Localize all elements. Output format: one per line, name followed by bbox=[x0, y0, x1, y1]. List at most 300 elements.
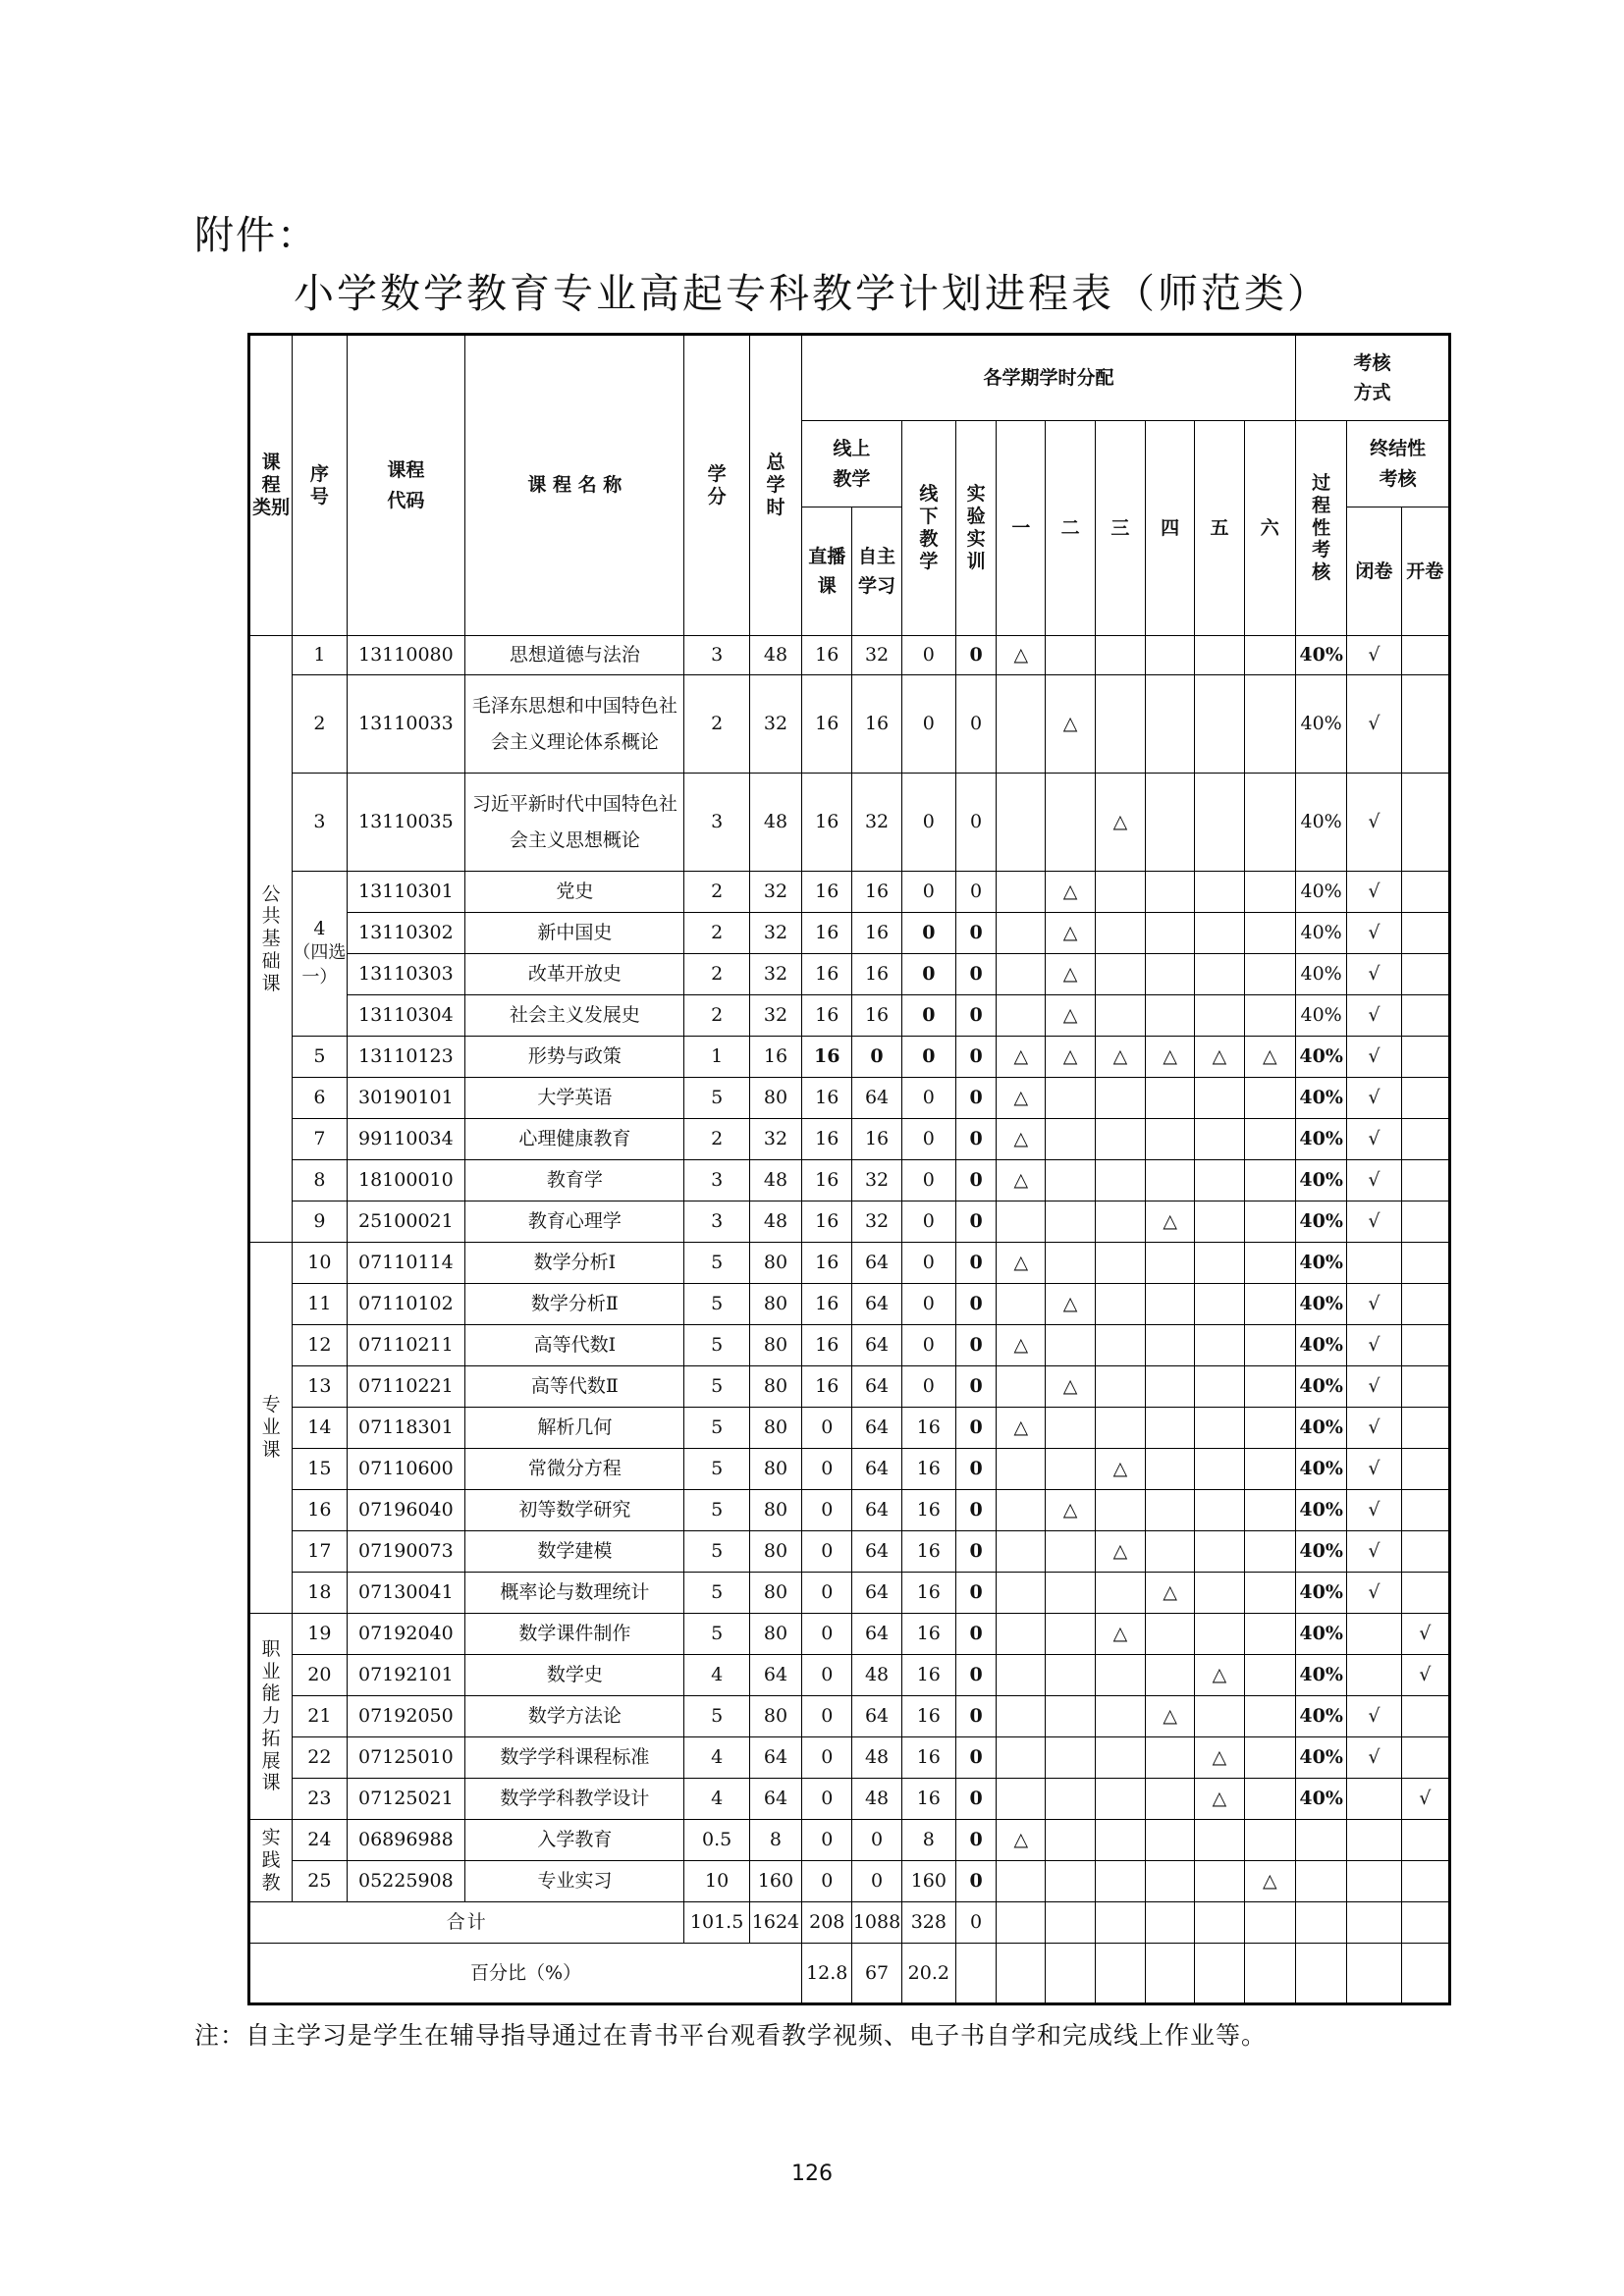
row-process: 40% bbox=[1295, 1078, 1346, 1119]
row-process: 40% bbox=[1295, 1119, 1346, 1160]
row-sem-5-mark bbox=[1195, 1614, 1244, 1655]
header-category: 课 程 类别 bbox=[249, 335, 293, 636]
row-sem-3-mark: △ bbox=[1095, 1037, 1145, 1078]
row-sem-3-mark: △ bbox=[1095, 774, 1145, 872]
percent-empty bbox=[1347, 1944, 1401, 2004]
row-sem-5-mark bbox=[1195, 1201, 1244, 1243]
row-sem-4-mark: △ bbox=[1146, 1201, 1195, 1243]
row-seq: 25 bbox=[293, 1861, 347, 1902]
row-name: 入学教育 bbox=[465, 1820, 684, 1861]
row-offline: 16 bbox=[901, 1449, 955, 1490]
row-code: 13110033 bbox=[347, 675, 465, 774]
table-row bbox=[249, 1037, 1450, 1078]
row-open bbox=[1401, 1696, 1449, 1737]
elective-seq-cell bbox=[293, 872, 347, 1037]
row-live: 16 bbox=[802, 774, 852, 872]
row-seq: 2 bbox=[293, 675, 347, 774]
row-open bbox=[1401, 1531, 1449, 1573]
row-open bbox=[1401, 1284, 1449, 1325]
row-sem-2-mark bbox=[1046, 1325, 1095, 1366]
row-code: 07110221 bbox=[347, 1366, 465, 1408]
row-credit: 2 bbox=[684, 995, 749, 1037]
row-process: 40% bbox=[1295, 1449, 1346, 1490]
row-sem-5-mark bbox=[1195, 1078, 1244, 1119]
row-sem-4-mark bbox=[1146, 1531, 1195, 1573]
row-self: 64 bbox=[852, 1696, 901, 1737]
row-self: 0 bbox=[852, 1037, 901, 1078]
row-seq: 14 bbox=[293, 1408, 347, 1449]
row-sem-2-mark bbox=[1046, 1573, 1095, 1614]
row-process: 40% bbox=[1295, 995, 1346, 1037]
row-live: 0 bbox=[802, 1490, 852, 1531]
row-sem-2-mark bbox=[1046, 636, 1095, 675]
row-sem-6-mark bbox=[1244, 1119, 1295, 1160]
row-offline: 0 bbox=[901, 1366, 955, 1408]
row-sem-4-mark bbox=[1146, 675, 1195, 774]
row-sem-3-mark bbox=[1095, 1366, 1145, 1408]
row-closed: √ bbox=[1347, 995, 1401, 1037]
row-sem-1-mark bbox=[997, 1531, 1046, 1573]
row-closed: √ bbox=[1347, 1325, 1401, 1366]
row-seq: 3 bbox=[293, 774, 347, 872]
row-lab: 0 bbox=[955, 995, 996, 1037]
total-empty bbox=[1095, 1902, 1145, 1944]
total-self: 1088 bbox=[852, 1902, 901, 1944]
row-offline: 0 bbox=[901, 995, 955, 1037]
row-sem-3-mark bbox=[1095, 1820, 1145, 1861]
row-name: 初等数学研究 bbox=[465, 1490, 684, 1531]
row-credit: 2 bbox=[684, 675, 749, 774]
total-empty bbox=[1347, 1902, 1401, 1944]
row-seq: 24 bbox=[293, 1820, 347, 1861]
row-code: 07130041 bbox=[347, 1573, 465, 1614]
table-row bbox=[249, 1449, 1450, 1490]
row-live: 0 bbox=[802, 1573, 852, 1614]
row-sem-3-mark bbox=[1095, 1325, 1145, 1366]
row-live: 0 bbox=[802, 1779, 852, 1820]
row-sem-3-mark bbox=[1095, 1284, 1145, 1325]
total-hours: 1624 bbox=[749, 1902, 801, 1944]
total-empty bbox=[1295, 1902, 1346, 1944]
row-sem-1-mark bbox=[997, 1449, 1046, 1490]
row-offline: 0 bbox=[901, 675, 955, 774]
row-sem-4-mark: △ bbox=[1146, 1696, 1195, 1737]
row-self: 64 bbox=[852, 1284, 901, 1325]
row-sem-1-mark bbox=[997, 1861, 1046, 1902]
row-hours: 80 bbox=[749, 1573, 801, 1614]
table-row bbox=[249, 1408, 1450, 1449]
row-credit: 5 bbox=[684, 1614, 749, 1655]
row-process: 40% bbox=[1295, 1779, 1346, 1820]
row-sem-5-mark bbox=[1195, 1408, 1244, 1449]
row-closed: √ bbox=[1347, 1160, 1401, 1201]
row-hours: 48 bbox=[749, 1160, 801, 1201]
row-hours: 32 bbox=[749, 675, 801, 774]
row-name: 数学学科教学设计 bbox=[465, 1779, 684, 1820]
row-sem-5-mark bbox=[1195, 1325, 1244, 1366]
row-open bbox=[1401, 1737, 1449, 1779]
row-sem-6-mark bbox=[1244, 774, 1295, 872]
row-hours: 32 bbox=[749, 1119, 801, 1160]
row-sem-6-mark bbox=[1244, 1366, 1295, 1408]
row-open bbox=[1401, 1408, 1449, 1449]
row-sem-5-mark bbox=[1195, 1119, 1244, 1160]
row-closed: √ bbox=[1347, 1573, 1401, 1614]
row-sem-2-mark: △ bbox=[1046, 1490, 1095, 1531]
row-self: 64 bbox=[852, 1325, 901, 1366]
row-credit: 5 bbox=[684, 1573, 749, 1614]
row-code: 25100021 bbox=[347, 1201, 465, 1243]
row-sem-6-mark bbox=[1244, 1078, 1295, 1119]
row-hours: 80 bbox=[749, 1531, 801, 1573]
row-self: 16 bbox=[852, 913, 901, 954]
row-closed: √ bbox=[1347, 1737, 1401, 1779]
row-seq: 21 bbox=[293, 1696, 347, 1737]
row-open bbox=[1401, 1119, 1449, 1160]
row-hours: 32 bbox=[749, 954, 801, 995]
row-process: 40% bbox=[1295, 1573, 1346, 1614]
row-closed: √ bbox=[1347, 1531, 1401, 1573]
row-closed: √ bbox=[1347, 1078, 1401, 1119]
row-closed: √ bbox=[1347, 1490, 1401, 1531]
row-name: 改革开放史 bbox=[465, 954, 684, 995]
row-credit: 5 bbox=[684, 1284, 749, 1325]
row-closed: √ bbox=[1347, 872, 1401, 913]
row-sem-3-mark bbox=[1095, 1243, 1145, 1284]
row-self: 64 bbox=[852, 1573, 901, 1614]
row-code: 13110035 bbox=[347, 774, 465, 872]
row-live: 0 bbox=[802, 1614, 852, 1655]
table-row bbox=[249, 1820, 1450, 1861]
row-code: 07192101 bbox=[347, 1655, 465, 1696]
row-credit: 2 bbox=[684, 1119, 749, 1160]
row-sem-3-mark bbox=[1095, 675, 1145, 774]
row-process: 40% bbox=[1295, 1366, 1346, 1408]
row-sem-3-mark bbox=[1095, 636, 1145, 675]
percent-empty bbox=[1244, 1944, 1295, 2004]
header-closed: 闭卷 bbox=[1347, 507, 1401, 636]
row-sem-4-mark bbox=[1146, 1119, 1195, 1160]
row-lab: 0 bbox=[955, 1325, 996, 1366]
row-sem-1-mark: △ bbox=[997, 1325, 1046, 1366]
row-live: 0 bbox=[802, 1820, 852, 1861]
row-sem-1-mark bbox=[997, 774, 1046, 872]
row-live: 16 bbox=[802, 675, 852, 774]
row-sem-4-mark bbox=[1146, 1160, 1195, 1201]
row-code: 99110034 bbox=[347, 1119, 465, 1160]
row-hours: 48 bbox=[749, 1201, 801, 1243]
row-offline: 16 bbox=[901, 1696, 955, 1737]
row-sem-1-mark bbox=[997, 1655, 1046, 1696]
row-sem-5-mark bbox=[1195, 1449, 1244, 1490]
row-hours: 80 bbox=[749, 1243, 801, 1284]
row-sem-3-mark bbox=[1095, 1573, 1145, 1614]
percent-empty bbox=[1401, 1944, 1449, 2004]
row-name: 新中国史 bbox=[465, 913, 684, 954]
row-process: 40% bbox=[1295, 636, 1346, 675]
row-sem-5-mark: △ bbox=[1195, 1037, 1244, 1078]
row-closed: √ bbox=[1347, 1119, 1401, 1160]
category-practice: 实 践 教 bbox=[249, 1820, 293, 1902]
row-lab: 0 bbox=[955, 1573, 996, 1614]
row-closed: √ bbox=[1347, 1449, 1401, 1490]
row-offline: 0 bbox=[901, 954, 955, 995]
table-row bbox=[249, 954, 1450, 995]
table-row bbox=[249, 1779, 1450, 1820]
row-offline: 16 bbox=[901, 1531, 955, 1573]
header-name: 课 程 名 称 bbox=[465, 335, 684, 636]
total-empty bbox=[1244, 1902, 1295, 1944]
row-open bbox=[1401, 1366, 1449, 1408]
row-lab: 0 bbox=[955, 1119, 996, 1160]
row-process: 40% bbox=[1295, 1243, 1346, 1284]
table-row bbox=[249, 1573, 1450, 1614]
row-sem-4-mark bbox=[1146, 1243, 1195, 1284]
row-sem-4-mark bbox=[1146, 1737, 1195, 1779]
table-row bbox=[249, 1655, 1450, 1696]
row-sem-4-mark bbox=[1146, 1490, 1195, 1531]
row-process: 40% bbox=[1295, 1655, 1346, 1696]
row-sem-1-mark bbox=[997, 872, 1046, 913]
row-sem-1-mark bbox=[997, 1779, 1046, 1820]
row-offline: 0 bbox=[901, 1078, 955, 1119]
row-code: 07118301 bbox=[347, 1408, 465, 1449]
row-name: 高等代数Ⅱ bbox=[465, 1366, 684, 1408]
row-sem-3-mark bbox=[1095, 1408, 1145, 1449]
row-open bbox=[1401, 1325, 1449, 1366]
row-offline: 0 bbox=[901, 1284, 955, 1325]
header-sem-4: 四 bbox=[1146, 421, 1195, 636]
row-sem-6-mark: △ bbox=[1244, 1037, 1295, 1078]
header-seq: 序 号 bbox=[293, 335, 347, 636]
row-sem-1-mark bbox=[997, 1614, 1046, 1655]
row-sem-6-mark bbox=[1244, 1490, 1295, 1531]
table-body bbox=[249, 636, 1450, 2004]
row-sem-1-mark: △ bbox=[997, 1037, 1046, 1078]
row-credit: 0.5 bbox=[684, 1820, 749, 1861]
row-code: 05225908 bbox=[347, 1861, 465, 1902]
row-name: 形势与政策 bbox=[465, 1037, 684, 1078]
row-lab: 0 bbox=[955, 1779, 996, 1820]
row-process: 40% bbox=[1295, 913, 1346, 954]
row-sem-4-mark bbox=[1146, 1449, 1195, 1490]
row-sem-5-mark bbox=[1195, 954, 1244, 995]
row-offline: 0 bbox=[901, 1201, 955, 1243]
row-seq: 23 bbox=[293, 1779, 347, 1820]
total-live: 208 bbox=[802, 1902, 852, 1944]
row-sem-6-mark bbox=[1244, 1820, 1295, 1861]
row-sem-6-mark bbox=[1244, 1201, 1295, 1243]
page-title: 小学数学教育专业高起专科教学计划进程表（师范类） bbox=[294, 270, 1330, 317]
row-lab: 0 bbox=[955, 1655, 996, 1696]
row-open bbox=[1401, 872, 1449, 913]
row-name: 常微分方程 bbox=[465, 1449, 684, 1490]
row-sem-4-mark bbox=[1146, 1614, 1195, 1655]
row-sem-3-mark bbox=[1095, 954, 1145, 995]
row-hours: 80 bbox=[749, 1490, 801, 1531]
row-sem-6-mark bbox=[1244, 636, 1295, 675]
row-hours: 160 bbox=[749, 1861, 801, 1902]
table-row bbox=[249, 1243, 1450, 1284]
row-sem-2-mark bbox=[1046, 1655, 1095, 1696]
row-live: 16 bbox=[802, 1160, 852, 1201]
row-self: 32 bbox=[852, 774, 901, 872]
row-name: 数学分析Ⅱ bbox=[465, 1284, 684, 1325]
row-code: 06896988 bbox=[347, 1820, 465, 1861]
row-process: 40% bbox=[1295, 1737, 1346, 1779]
row-code: 18100010 bbox=[347, 1160, 465, 1201]
row-code: 30190101 bbox=[347, 1078, 465, 1119]
row-open: √ bbox=[1401, 1655, 1449, 1696]
row-sem-2-mark: △ bbox=[1046, 995, 1095, 1037]
row-offline: 16 bbox=[901, 1737, 955, 1779]
percent-self: 67 bbox=[852, 1944, 901, 2004]
row-sem-6-mark bbox=[1244, 1737, 1295, 1779]
row-lab: 0 bbox=[955, 1408, 996, 1449]
row-lab: 0 bbox=[955, 954, 996, 995]
row-sem-6-mark bbox=[1244, 1573, 1295, 1614]
row-self: 64 bbox=[852, 1078, 901, 1119]
row-hours: 16 bbox=[749, 1037, 801, 1078]
row-self: 48 bbox=[852, 1737, 901, 1779]
row-process: 40% bbox=[1295, 1201, 1346, 1243]
row-lab: 0 bbox=[955, 872, 996, 913]
row-process: 40% bbox=[1295, 1531, 1346, 1573]
row-sem-2-mark: △ bbox=[1046, 913, 1095, 954]
row-live: 16 bbox=[802, 1078, 852, 1119]
row-offline: 0 bbox=[901, 636, 955, 675]
row-sem-2-mark: △ bbox=[1046, 872, 1095, 913]
row-sem-3-mark bbox=[1095, 1861, 1145, 1902]
total-empty bbox=[1195, 1902, 1244, 1944]
row-sem-1-mark bbox=[997, 1696, 1046, 1737]
table-row bbox=[249, 913, 1450, 954]
row-self: 64 bbox=[852, 1531, 901, 1573]
row-process: 40% bbox=[1295, 1490, 1346, 1531]
row-self: 0 bbox=[852, 1820, 901, 1861]
row-code: 13110303 bbox=[347, 954, 465, 995]
total-empty bbox=[1046, 1902, 1095, 1944]
row-sem-2-mark bbox=[1046, 1614, 1095, 1655]
row-sem-5-mark: △ bbox=[1195, 1779, 1244, 1820]
row-sem-4-mark bbox=[1146, 1284, 1195, 1325]
row-open bbox=[1401, 636, 1449, 675]
header-sem-5: 五 bbox=[1195, 421, 1244, 636]
row-sem-5-mark bbox=[1195, 675, 1244, 774]
row-closed bbox=[1347, 1779, 1401, 1820]
row-code: 07192040 bbox=[347, 1614, 465, 1655]
table-row bbox=[249, 1119, 1450, 1160]
row-hours: 80 bbox=[749, 1366, 801, 1408]
row-credit: 5 bbox=[684, 1243, 749, 1284]
row-sem-6-mark bbox=[1244, 995, 1295, 1037]
row-closed: √ bbox=[1347, 1366, 1401, 1408]
row-lab: 0 bbox=[955, 1037, 996, 1078]
row-seq: 11 bbox=[293, 1284, 347, 1325]
row-live: 16 bbox=[802, 1366, 852, 1408]
row-sem-3-mark: △ bbox=[1095, 1614, 1145, 1655]
row-lab: 0 bbox=[955, 1737, 996, 1779]
row-sem-1-mark: △ bbox=[997, 1820, 1046, 1861]
row-seq: 7 bbox=[293, 1119, 347, 1160]
row-sem-3-mark bbox=[1095, 1779, 1145, 1820]
row-self: 32 bbox=[852, 1201, 901, 1243]
table-row bbox=[249, 995, 1450, 1037]
row-credit: 5 bbox=[684, 1078, 749, 1119]
row-sem-5-mark bbox=[1195, 1531, 1244, 1573]
row-hours: 64 bbox=[749, 1737, 801, 1779]
teaching-plan-table bbox=[247, 333, 1451, 2005]
row-hours: 80 bbox=[749, 1078, 801, 1119]
row-live: 0 bbox=[802, 1655, 852, 1696]
row-open bbox=[1401, 1449, 1449, 1490]
row-code: 07196040 bbox=[347, 1490, 465, 1531]
row-seq: 8 bbox=[293, 1160, 347, 1201]
percent-empty bbox=[1295, 1944, 1346, 2004]
header-sem-2: 二 bbox=[1046, 421, 1095, 636]
row-open bbox=[1401, 1037, 1449, 1078]
row-credit: 3 bbox=[684, 1201, 749, 1243]
row-sem-6-mark bbox=[1244, 1408, 1295, 1449]
row-live: 0 bbox=[802, 1531, 852, 1573]
row-name: 教育学 bbox=[465, 1160, 684, 1201]
total-empty bbox=[1146, 1902, 1195, 1944]
row-live: 16 bbox=[802, 872, 852, 913]
header-self: 自主 学习 bbox=[852, 507, 901, 636]
header-sem-1: 一 bbox=[997, 421, 1046, 636]
row-sem-4-mark bbox=[1146, 1325, 1195, 1366]
row-code: 13110080 bbox=[347, 636, 465, 675]
row-code: 13110304 bbox=[347, 995, 465, 1037]
row-seq: 15 bbox=[293, 1449, 347, 1490]
row-sem-2-mark: △ bbox=[1046, 1366, 1095, 1408]
row-offline: 16 bbox=[901, 1408, 955, 1449]
row-closed: √ bbox=[1347, 1201, 1401, 1243]
row-credit: 3 bbox=[684, 636, 749, 675]
row-name: 数学分析Ⅰ bbox=[465, 1243, 684, 1284]
row-sem-6-mark bbox=[1244, 1696, 1295, 1737]
row-offline: 0 bbox=[901, 1119, 955, 1160]
row-name: 数学建模 bbox=[465, 1531, 684, 1573]
row-hours: 80 bbox=[749, 1325, 801, 1366]
row-sem-5-mark bbox=[1195, 1861, 1244, 1902]
category-major: 专 业 课 bbox=[249, 1243, 293, 1614]
row-live: 16 bbox=[802, 995, 852, 1037]
row-sem-6-mark bbox=[1244, 954, 1295, 995]
row-sem-2-mark bbox=[1046, 1243, 1095, 1284]
total-label: 合计 bbox=[249, 1902, 684, 1944]
row-credit: 2 bbox=[684, 913, 749, 954]
row-self: 64 bbox=[852, 1408, 901, 1449]
row-sem-4-mark bbox=[1146, 1078, 1195, 1119]
row-name: 数学学科课程标准 bbox=[465, 1737, 684, 1779]
row-sem-6-mark bbox=[1244, 1243, 1295, 1284]
row-seq: 18 bbox=[293, 1573, 347, 1614]
total-credit: 101.5 bbox=[684, 1902, 749, 1944]
table-row bbox=[249, 636, 1450, 675]
row-offline: 160 bbox=[901, 1861, 955, 1902]
row-seq: 12 bbox=[293, 1325, 347, 1366]
row-open bbox=[1401, 1243, 1449, 1284]
row-lab: 0 bbox=[955, 1696, 996, 1737]
row-sem-1-mark: △ bbox=[997, 1119, 1046, 1160]
row-credit: 2 bbox=[684, 954, 749, 995]
row-self: 64 bbox=[852, 1614, 901, 1655]
row-self: 48 bbox=[852, 1655, 901, 1696]
row-closed: √ bbox=[1347, 954, 1401, 995]
row-closed: √ bbox=[1347, 636, 1401, 675]
header-lab: 实 验 实 训 bbox=[955, 421, 996, 636]
